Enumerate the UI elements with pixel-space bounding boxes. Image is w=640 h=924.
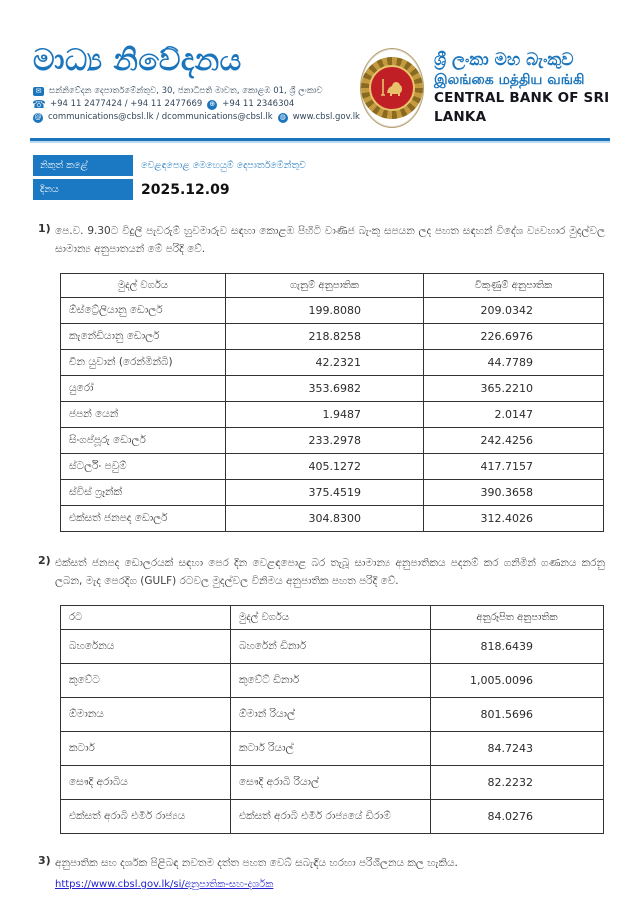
phone-icon: ☎	[32, 98, 46, 111]
page-title: මාධ්‍ය නිවේදනය	[33, 43, 242, 78]
currency-name: යුරෝ	[61, 375, 226, 401]
item-2-number: 2)	[38, 553, 51, 567]
header-divider	[30, 138, 610, 141]
buy-rate: 375.4519	[226, 479, 424, 505]
country-name: සෞදි අරාබිය	[61, 765, 231, 799]
rates-and-indicators-link[interactable]: https://www.cbsl.gov.lk/si/අනුපාතික-සහ-දර්ශක	[55, 878, 274, 890]
country-name: බහරේනය	[61, 629, 231, 663]
exchange-rates-table	[60, 273, 604, 532]
buy-rate: 42.2321	[226, 349, 424, 375]
table-row	[61, 375, 604, 401]
currency-name: චීන යුවාන් (රෙන්මින්බි)	[61, 349, 226, 375]
email-icon: @	[34, 113, 42, 121]
gulf-rates-table	[60, 605, 604, 834]
country-name: එක්සත් අරාබි එමීර් රාජ්‍යය	[61, 799, 231, 833]
issued-by-label: නිකුත් කළේ	[33, 155, 133, 176]
issued-by-value: වෙළඳපොළ මෙහෙයුම් දෙපාර්තමේන්තුව	[141, 160, 306, 171]
table-header-row	[61, 605, 604, 629]
sell-rate: 312.4026	[424, 505, 604, 531]
paragraph-2	[38, 553, 605, 591]
currency-name: ස්විස් ෆ්‍රෑන්ක්	[61, 479, 226, 505]
table-row	[61, 323, 604, 349]
currency-name: ඕස්ට්‍රේලියානු ඩොලර්	[61, 297, 226, 323]
table-row	[61, 401, 604, 427]
sell-rate: 390.3658	[424, 479, 604, 505]
col-currency-type: මුදල් වර්ගය	[61, 273, 226, 297]
col-corresponding-rate: අනුරූපිත අනුපාතික	[431, 605, 604, 629]
buy-rate: 218.8258	[226, 323, 424, 349]
rate-value: 82.2232	[431, 765, 604, 799]
buy-rate: 304.8300	[226, 505, 424, 531]
currency-name: කටාර් රියාල්	[231, 731, 431, 765]
sell-rate: 2.0147	[424, 401, 604, 427]
rate-value: 801.5696	[431, 697, 604, 731]
country-name: කුවේට	[61, 663, 231, 697]
website-text: www.cbsl.gov.lk	[292, 112, 360, 122]
table-header-row	[61, 273, 604, 297]
rate-value: 84.7243	[431, 731, 604, 765]
item-1-number: 1)	[38, 222, 51, 235]
table-row	[61, 697, 604, 731]
buy-rate: 1.9487	[226, 401, 424, 427]
envelope-icon: ✉	[33, 87, 44, 96]
seal-red-core	[369, 65, 415, 111]
currency-name: එක්සත් අරාබි එමීර් රාජ්‍යයේ ඩිරාම්	[231, 799, 431, 833]
paragraph-3	[38, 853, 605, 891]
rate-value: 1,005.0096	[431, 663, 604, 697]
rate-value: 84.0276	[431, 799, 604, 833]
item-3-text: අනුපාතික සහ දර්ශක පිළිබඳ නවතම දත්ත පහත වෙබ් සබැඳිය හරහා පරිශීලනය කල හැකිය.	[55, 856, 458, 869]
rate-value: 818.6439	[431, 629, 604, 663]
sell-rate: 417.7157	[424, 453, 604, 479]
currency-name: කැනේඩියානු ඩොලර්	[61, 323, 226, 349]
buy-rate: 199.8080	[226, 297, 424, 323]
currency-name: කුවේට් ඩිනාර්	[231, 663, 431, 697]
buy-rate: 353.6982	[226, 375, 424, 401]
table-row	[61, 349, 604, 375]
currency-name: එක්සත් ජනපද ඩොලර්	[61, 505, 226, 531]
table-row	[61, 453, 604, 479]
cbsl-seal-logo	[360, 48, 424, 128]
paragraph-1	[38, 222, 605, 259]
table-row	[61, 731, 604, 765]
table-row	[61, 479, 604, 505]
item-3-number: 3)	[38, 853, 51, 867]
col-selling-rate: විකුණුම් අනුපාතික	[424, 273, 604, 297]
globe-icon: ◍	[279, 113, 286, 121]
meta-block	[33, 155, 640, 200]
table-row	[61, 629, 604, 663]
col-country: රට	[61, 605, 231, 629]
table-row	[61, 427, 604, 453]
date-label: දිනය	[33, 179, 133, 200]
currency-name: බහරේන් ඩිනාර්	[231, 629, 431, 663]
sell-rate: 365.2210	[424, 375, 604, 401]
item-2-text: එක්සත් ජනපද ඩොලරයක් සඳහා පෙර දින වෙළඳපොළ බර තැබූ සාමාන්‍ය අනුපාතිකය පදනම් කර ගනිමින් ගණනය කරනු ලබන, මැද පෙරදිග (GULF) රටවල මුදල්වල විනිමය අනුපාතික පහත පරිදි වේ.	[55, 556, 605, 588]
sell-rate: 44.7789	[424, 349, 604, 375]
date-value: 2025.12.09	[141, 181, 230, 198]
fax-icon: ⊕	[207, 100, 217, 110]
table-row	[61, 505, 604, 531]
sell-rate: 209.0342	[424, 297, 604, 323]
address-text: සන්නිවේදන දෙපාර්තමේන්තුව, 30, ජනාධිපති මාවත, කොළඹ 01, ශ්‍රී ලංකාව	[49, 86, 323, 96]
currency-name: ඕමාන් රියාල්	[231, 697, 431, 731]
seal-gold-ring	[361, 57, 423, 119]
sell-rate: 226.6976	[424, 323, 604, 349]
table-row	[61, 765, 604, 799]
table-row	[61, 297, 604, 323]
buy-rate: 405.1272	[226, 453, 424, 479]
lion-emblem-icon	[377, 73, 407, 103]
buy-rate: 233.2978	[226, 427, 424, 453]
phone-numbers: +94 11 2477424 / +94 11 2477669	[50, 99, 203, 109]
bank-name-tamil: இலங்கை மத்திய வங்கி	[433, 72, 585, 89]
bank-name-sinhala: ශ්‍රී ලංකා මහ බැංකුව	[433, 49, 574, 70]
currency-name: ස්ටර්ලිං පවුම්	[61, 453, 226, 479]
country-name: කටාර්	[61, 731, 231, 765]
table-row	[61, 799, 604, 833]
email-addresses: communications@cbsl.lk / dcommunications@cbsl.lk	[48, 112, 273, 122]
table-row	[61, 663, 604, 697]
currency-name: සිංගප්පූරු ඩොලර්	[61, 427, 226, 453]
col-currency-type: මුදල් වර්ගය	[231, 605, 431, 629]
currency-name: ජපන් යෙන්	[61, 401, 226, 427]
fax-number: +94 11 2346304	[222, 99, 295, 109]
country-name: ඕමානය	[61, 697, 231, 731]
currency-name: සෞදි අරාබි රියාල්	[231, 765, 431, 799]
col-buying-rate: ගැනුම් අනුපාතික	[226, 273, 424, 297]
bank-name-english: CENTRAL BANK OF SRI LANKA	[433, 90, 610, 126]
item-1-text: පෙ.ව. 9.30ට විදුලි පැවරුම් හුවමාරුව සඳහා කොළඹ පිහිටි වාණිජ බැංකු සපයන ලද පහත සඳහන් විදේශ ව්‍යවහාර මුදල්වල සාමාන්‍ය අනුපාතයන් මේ පරිදි වේ.	[55, 225, 605, 256]
sell-rate: 242.4256	[424, 427, 604, 453]
letterhead	[0, 0, 640, 128]
